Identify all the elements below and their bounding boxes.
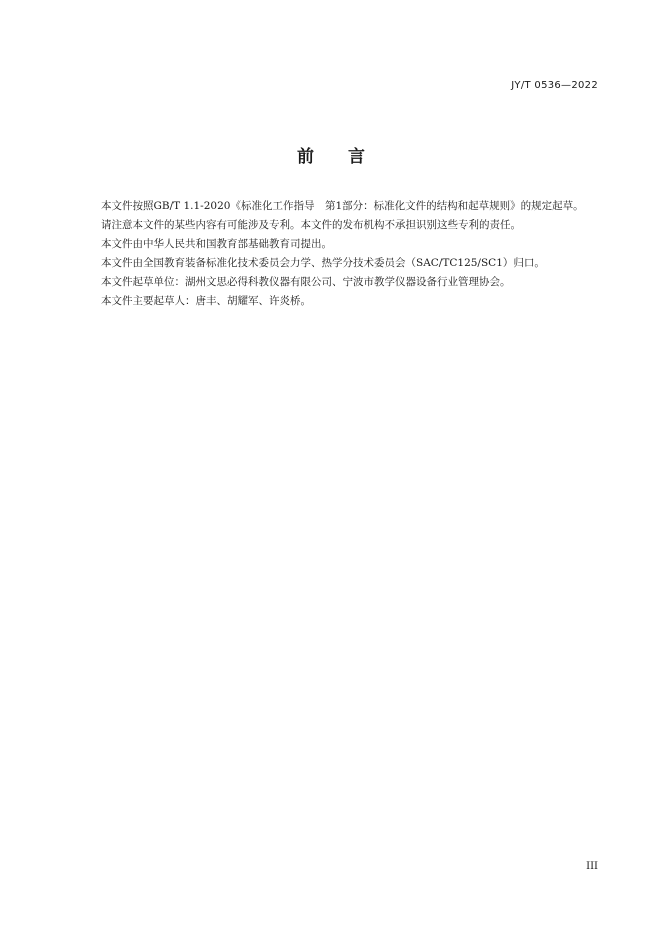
title-char-2: 言 [348,147,365,167]
paragraph-drafting-rules: 本文件按照GB/T 1.1-2020《标准化工作指导 第1部分：标准化文件的结构和起草规则》的规定起草。 [101,200,584,212]
standard-code: JY/T 0536—2022 [511,80,598,91]
paragraph-proposer: 本文件由中华人民共和国教育部基础教育司提出。 [101,238,332,250]
page-number: III [586,861,598,872]
paragraph-patent-notice: 请注意本文件的某些内容有可能涉及专利。本文件的发布机构不承担识别这些专利的责任。 [101,219,521,231]
page-title [0,142,662,167]
title-char-1: 前 [297,147,314,167]
paragraph-drafting-units: 本文件起草单位：湖州文思必得科教仪器有限公司、宁波市教学仪器设备行业管理协会。 [101,276,511,288]
paragraph-committee: 本文件由全国教育装备标准化技术委员会力学、热学分技术委员会（SAC/TC125/SC1）归口。 [101,257,545,269]
paragraph-drafters: 本文件主要起草人：唐丰、胡耀军、许炎桥。 [101,295,311,307]
foreword-body [80,197,602,311]
